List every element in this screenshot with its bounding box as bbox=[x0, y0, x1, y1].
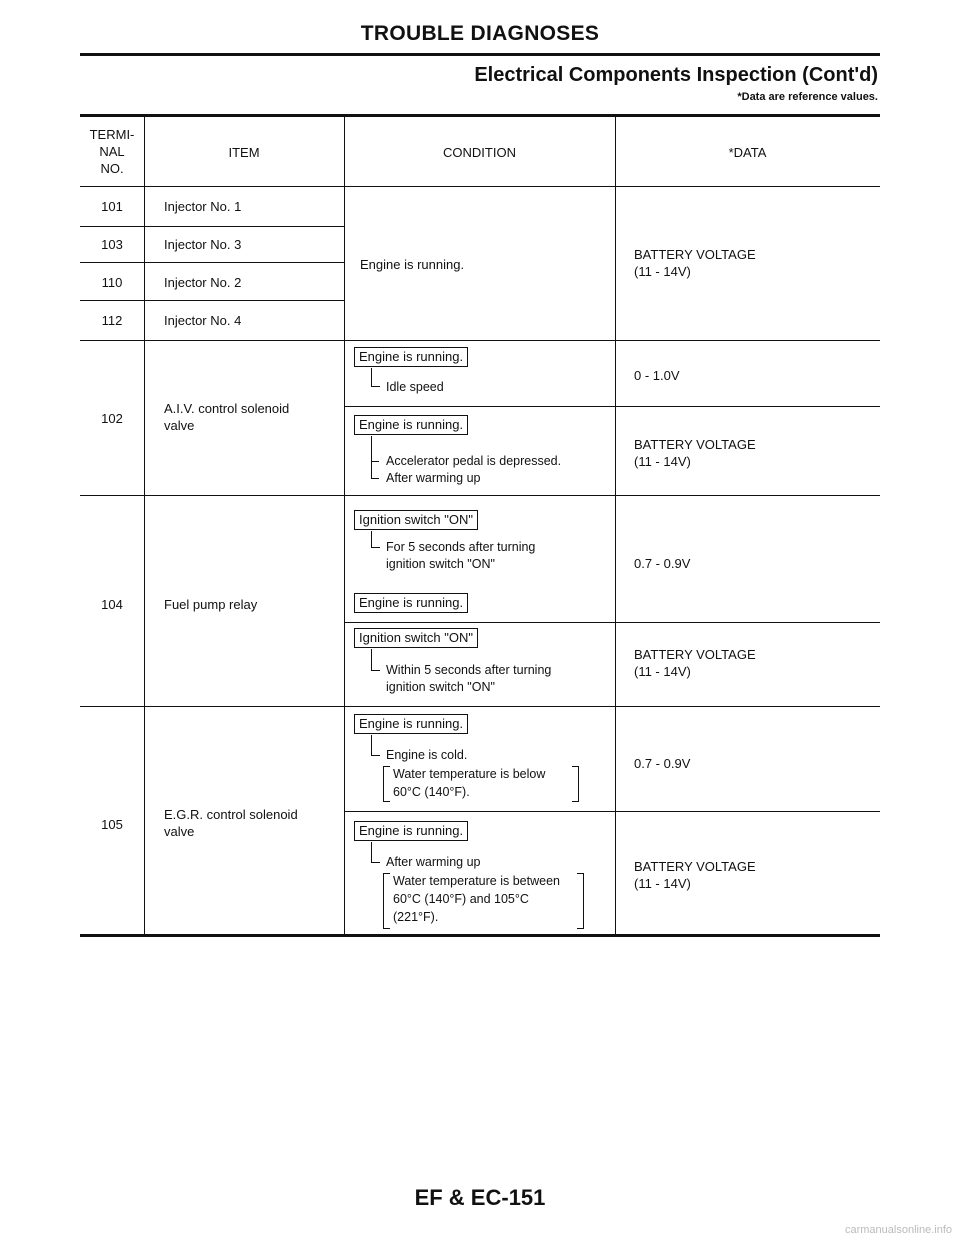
condition-box: Ignition switch "ON" bbox=[354, 510, 478, 530]
col-header-item: ITEM bbox=[228, 145, 260, 160]
data-value: 0 - 1.0V bbox=[634, 368, 680, 383]
header-bottom-rule bbox=[80, 186, 880, 187]
bracket-right bbox=[577, 873, 584, 929]
row-divider bbox=[80, 300, 344, 301]
condition-box: Ignition switch "ON" bbox=[354, 628, 478, 648]
terminal-number: 104 bbox=[101, 597, 123, 612]
condition-box: Engine is running. bbox=[354, 593, 468, 613]
terminal-number: 105 bbox=[101, 817, 123, 832]
connector-line bbox=[371, 436, 372, 479]
row-divider bbox=[80, 226, 344, 227]
data-line: BATTERY VOLTAGE bbox=[634, 247, 756, 262]
bracket-right bbox=[572, 766, 579, 802]
page-number: EF & EC-151 bbox=[414, 1185, 546, 1210]
condition-box: Engine is running. bbox=[354, 415, 468, 435]
connector-line bbox=[371, 842, 380, 863]
bracket-line: 60°C (140°F) and 105°C bbox=[393, 892, 529, 906]
condition-divider bbox=[344, 622, 880, 623]
sub-condition: For 5 seconds after turning bbox=[386, 540, 536, 554]
data-line: (11 - 14V) bbox=[634, 664, 691, 679]
header-line: NO. bbox=[100, 161, 124, 176]
terminal-number: 102 bbox=[101, 411, 123, 426]
condition-divider bbox=[344, 811, 880, 812]
reference-note: *Data are reference values. bbox=[737, 91, 878, 103]
item-label: Injector No. 3 bbox=[164, 237, 242, 252]
row-divider bbox=[80, 262, 344, 263]
condition-box: Engine is running. bbox=[354, 347, 468, 367]
connector-line bbox=[371, 478, 379, 479]
bracket-line: Water temperature is between bbox=[393, 874, 560, 888]
table-bottom-rule bbox=[80, 934, 880, 937]
item-line: valve bbox=[164, 418, 195, 433]
header-rule bbox=[80, 53, 880, 56]
item-label: Injector No. 1 bbox=[164, 199, 242, 214]
sub-condition: Idle speed bbox=[386, 380, 444, 394]
data-value bbox=[634, 436, 756, 470]
header-line: TERMI- bbox=[89, 127, 135, 142]
col-header-data: *DATA bbox=[728, 145, 767, 160]
item-label: Injector No. 4 bbox=[164, 313, 242, 328]
sub-condition: Within 5 seconds after turning bbox=[386, 663, 552, 677]
terminal-number: 110 bbox=[101, 275, 123, 290]
data-value: 0.7 - 0.9V bbox=[634, 756, 691, 771]
connector-line bbox=[371, 649, 380, 671]
bracket-line: Water temperature is below bbox=[393, 767, 546, 781]
data-line: (11 - 14V) bbox=[634, 264, 691, 279]
data-value bbox=[634, 646, 756, 680]
section-subtitle: Electrical Components Inspection (Cont'd) bbox=[474, 64, 878, 86]
data-line: BATTERY VOLTAGE bbox=[634, 859, 756, 874]
condition-box: Engine is running. bbox=[354, 714, 468, 734]
terminal-number: 112 bbox=[101, 313, 123, 328]
col-header-terminal bbox=[80, 126, 144, 177]
data-value: 0.7 - 0.9V bbox=[634, 556, 691, 571]
condition-divider bbox=[344, 406, 880, 407]
data-value bbox=[634, 246, 756, 280]
item-line: E.G.R. control solenoid bbox=[164, 807, 298, 822]
item-label: Fuel pump relay bbox=[164, 597, 258, 612]
sub-condition: ignition switch "ON" bbox=[386, 680, 495, 694]
item-label bbox=[164, 806, 298, 840]
sub-condition: ignition switch "ON" bbox=[386, 557, 495, 571]
item-label bbox=[164, 400, 289, 434]
condition-text: Engine is running. bbox=[360, 257, 465, 272]
connector-line bbox=[371, 531, 380, 548]
data-line: (11 - 14V) bbox=[634, 876, 691, 891]
group-divider bbox=[80, 340, 880, 341]
header-line: NAL bbox=[99, 144, 125, 159]
table-top-rule bbox=[80, 114, 880, 117]
page-title: TROUBLE DIAGNOSES bbox=[360, 22, 600, 45]
bracket-left bbox=[383, 766, 390, 802]
bracket-left bbox=[383, 873, 390, 929]
column-divider bbox=[344, 114, 345, 936]
bracket-line: (221°F). bbox=[393, 910, 439, 924]
column-divider bbox=[615, 114, 616, 936]
bracket-line: 60°C (140°F). bbox=[393, 785, 470, 799]
col-header-condition: CONDITION bbox=[443, 145, 516, 160]
watermark: carmanualsonline.info bbox=[844, 1224, 952, 1236]
connector-line bbox=[371, 735, 380, 756]
connector-line bbox=[371, 368, 380, 387]
data-line: BATTERY VOLTAGE bbox=[634, 647, 756, 662]
sub-condition: After warming up bbox=[386, 855, 481, 869]
terminal-number: 101 bbox=[101, 199, 123, 214]
connector-line bbox=[371, 461, 379, 462]
sub-condition: Engine is cold. bbox=[386, 748, 468, 762]
item-line: valve bbox=[164, 824, 195, 839]
data-value bbox=[634, 858, 756, 892]
group-divider bbox=[80, 495, 880, 496]
data-line: (11 - 14V) bbox=[634, 454, 691, 469]
item-label: Injector No. 2 bbox=[164, 275, 242, 290]
sub-condition: Accelerator pedal is depressed. bbox=[386, 454, 562, 468]
sub-condition: After warming up bbox=[386, 471, 481, 485]
data-line: BATTERY VOLTAGE bbox=[634, 437, 756, 452]
terminal-number: 103 bbox=[101, 237, 123, 252]
condition-box: Engine is running. bbox=[354, 821, 468, 841]
item-line: A.I.V. control solenoid bbox=[164, 401, 290, 416]
group-divider bbox=[80, 706, 880, 707]
column-divider bbox=[144, 114, 145, 936]
